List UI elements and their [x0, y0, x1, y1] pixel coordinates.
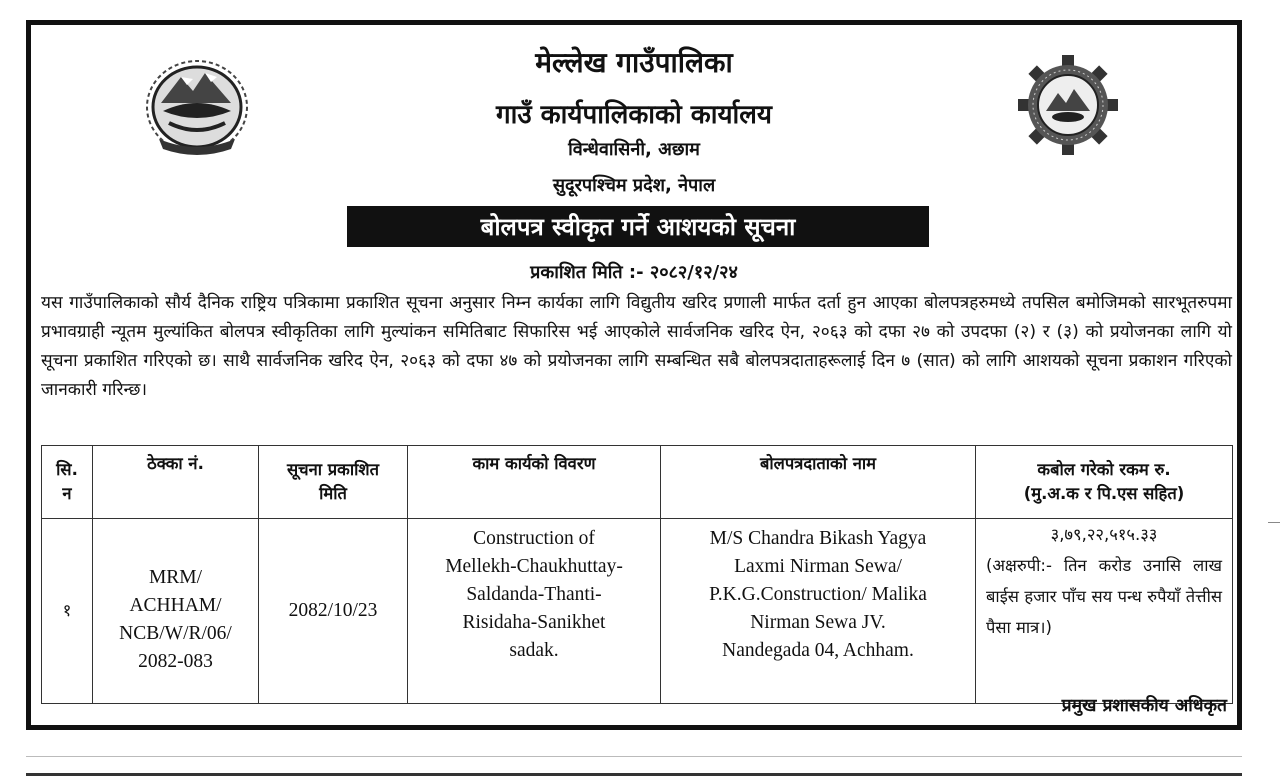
notice-paragraph: यस गाउँपालिकाको सौर्य दैनिक राष्ट्रिय पत्रिकामा प्रकाशित सूचना अनुसार निम्न कार्यका लागि विद्युतीय खरिद प्रणाली मार्फत दर्ता हुन आएका बोलपत्रहरुमध्ये तपसिल बमोजिमको सारभूतरुपमा प्रभावग्राही न्यूतम मुल्यांकित बोलपत्र स्वीकृतिका लागि मुल्यांकन समितिबाट सिफारिस भई आएकोले सार्वजनिक खरिद ऐन, २०६३ को दफा २७ को उपदफा (२) र (३) को प्रयोजनका लागि यो सूचना प्रकाशित गरिएको छ। साथै सार्वजनिक खरिद ऐन, २०६३ को दफा ४७ को प्रयोजनका लागि सम्बन्धित सबै बोलपत्रदाताहरूलाई दिन ७ (सात) को लागि आशयको सूचना प्रकाशन गरिएको जानकारी गरिन्छ। [41, 293, 1232, 400]
cell-contract-no: MRM/ ACHHAM/ NCB/W/R/06/ 2082-083 [93, 519, 259, 704]
cell-publish-date: 2082/10/23 [259, 519, 408, 704]
header-bidder-name: बोलपत्रदाताको नाम [661, 446, 976, 519]
province-name: सुदूरपश्चिम प्रदेश, नेपाल [552, 175, 716, 196]
cell-work-description: Construction of Mellekh-Chaukhuttay- Saldanda-Thanti- Risidaha-Sanikhet sadak. [408, 519, 661, 704]
bid-amount-number: ३,७९,२२,५१५.३३ [1050, 525, 1158, 544]
office-name: गाउँ कार्यपालिकाको कार्यालय [496, 100, 772, 130]
municipality-name: मेल्लेख गाउँपालिका [535, 46, 733, 79]
cell-bid-amount [976, 519, 1233, 704]
page-divider-bold [26, 773, 1242, 776]
notice-frame [26, 20, 1242, 730]
side-mark [1268, 522, 1280, 523]
header-serial: सि. न [42, 446, 93, 519]
table-header-row [42, 446, 1233, 519]
header-publish-date: सूचना प्रकाशित मिति [259, 446, 408, 519]
tender-table [41, 445, 1233, 704]
office-location: विन्धेवासिनी, अछाम [568, 139, 700, 160]
header-work-description: काम कार्यको विवरण [408, 446, 661, 519]
signatory-title: प्रमुख प्रशासकीय अधिकृत [1061, 696, 1227, 716]
page-divider [26, 756, 1242, 757]
cell-bidder-name: M/S Chandra Bikash Yagya Laxmi Nirman Sewa/ P.K.G.Construction/ Malika Nirman Sewa JV. Nandegada 04, Achham. [661, 519, 976, 704]
notice-title: बोलपत्र स्वीकृत गर्ने आशयको सूचना [347, 206, 929, 247]
header-contract-no: ठेक्का नं. [93, 446, 259, 519]
published-date: प्रकाशित मिति :- २०८२/१२/२४ [530, 262, 738, 283]
cell-serial: १ [42, 519, 93, 704]
table-row [42, 519, 1233, 704]
header-bid-amount: कबोल गरेको रकम रु. (मु.अ.क र पि.एस सहित) [976, 446, 1233, 519]
bid-amount-words: (अक्षरुपी:- तिन करोड उनासि लाख बाईस हजार पाँच सय पन्ध रुपैयाँ तेत्तीस पैसा मात्र।) [986, 556, 1222, 637]
